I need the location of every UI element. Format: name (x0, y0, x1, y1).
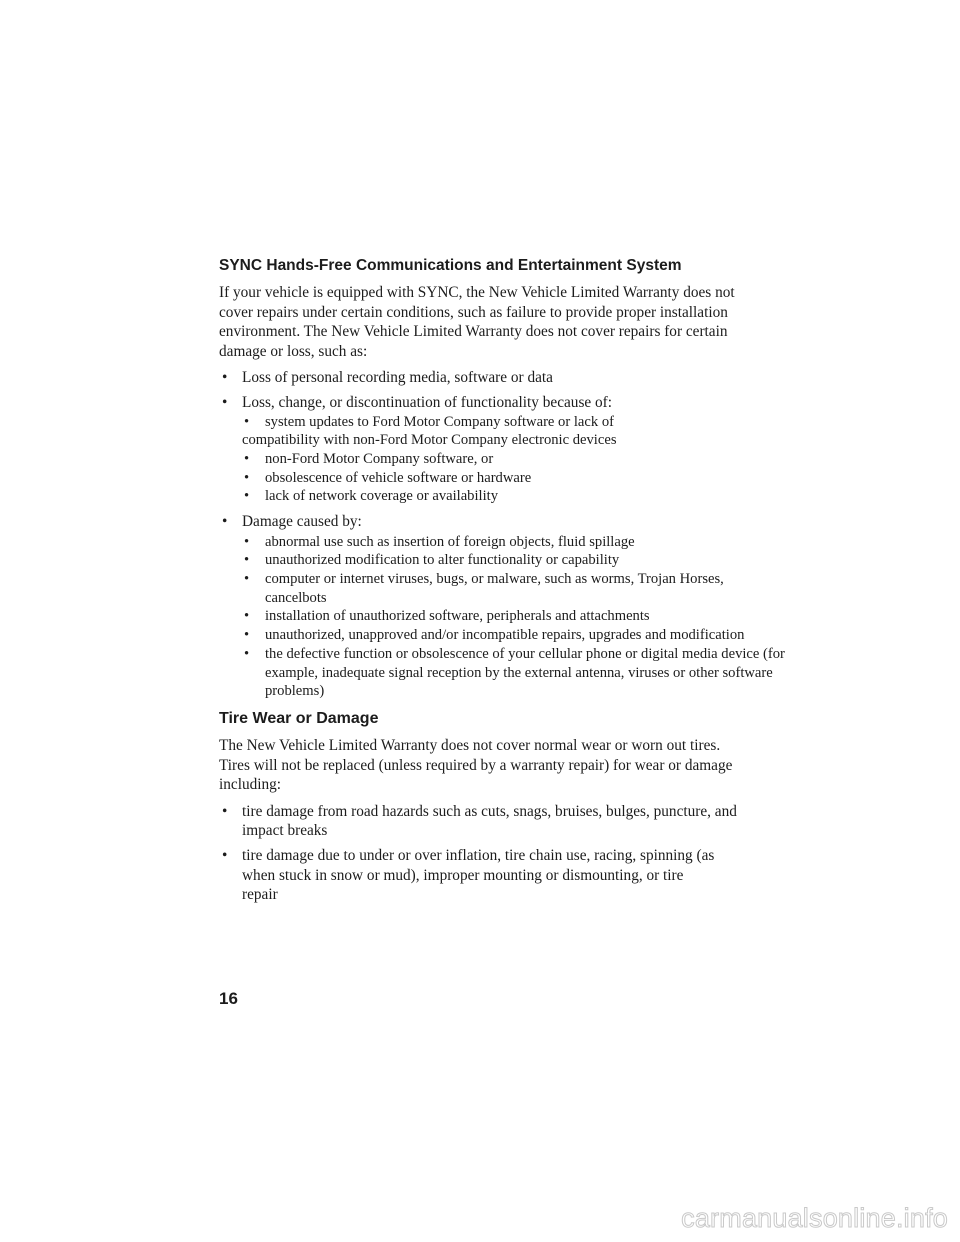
sub-list-item (219, 626, 775, 645)
bullet-icon: • (244, 533, 250, 550)
page-content (219, 255, 785, 910)
sub-list-item (219, 607, 759, 626)
sub-list-item-text: compatibility with non-Ford Motor Company electronic devices (242, 432, 617, 449)
sub-list-item (219, 469, 759, 488)
list-item (219, 802, 742, 841)
sub-list-item-text: lack of network coverage or availability (265, 488, 498, 505)
sub-list-item (219, 450, 759, 469)
tire-section-heading: Tire Wear or Damage (219, 710, 379, 727)
sub-list-item-text: system updates to Ford Motor Company software or lack of (265, 413, 614, 430)
bullet-icon: • (244, 413, 250, 430)
list-item-text: tire damage from road hazards such as cuts, snags, bruises, bulges, puncture, and impact breaks (242, 802, 737, 840)
tire-intro-paragraph: The New Vehicle Limited Warranty does not cover normal wear or worn out tires. Tires will not be replaced (unless required by a warranty repair) for wear or damage including: (219, 737, 733, 794)
bullet-icon: • (244, 627, 250, 644)
bullet-icon: • (222, 369, 228, 387)
bullet-icon: • (244, 469, 250, 486)
list-item (219, 512, 759, 532)
bullet-icon: • (222, 513, 228, 531)
functionality-sublist (219, 413, 759, 507)
bullet-icon: • (244, 608, 250, 625)
sub-list-item-text: unauthorized, unapproved and/or incompatible repairs, upgrades and modification (265, 627, 745, 644)
bullet-icon: • (244, 571, 250, 588)
sub-list-item (219, 570, 735, 607)
list-item-text: tire damage due to under or over inflation, tire chain use, racing, spinning (as when stuck in snow or mud), improper mounting or dismounting, or tire repair (242, 846, 715, 904)
sub-list-item-continuation (219, 431, 759, 450)
sub-list-item (219, 413, 759, 432)
watermark: carmanualsonline.info (681, 1203, 948, 1233)
sub-list-item-text: abnormal use such as insertion of foreign objects, fluid spillage (265, 533, 635, 550)
bullet-icon: • (244, 450, 250, 467)
sub-list-item-text: computer or internet viruses, bugs, or malware, such as worms, Trojan Horses, cancelbots (265, 571, 724, 606)
sub-list-item (219, 551, 759, 570)
list-item (219, 846, 722, 905)
bullet-icon: • (244, 552, 250, 569)
list-item (219, 393, 759, 413)
bullet-icon: • (222, 846, 228, 864)
bullet-icon: • (244, 645, 250, 662)
sub-list-item (219, 645, 785, 701)
bullet-icon: • (222, 802, 228, 820)
sync-section-heading: SYNC Hands-Free Communications and Entertainment System (219, 257, 682, 274)
page-number: 16 (219, 989, 238, 1008)
bullet-icon: • (222, 393, 228, 411)
sub-list-item (219, 533, 759, 552)
damage-sublist (219, 533, 785, 701)
bullet-icon: • (244, 488, 250, 505)
sub-list-item-text: non-Ford Motor Company software, or (265, 450, 494, 467)
sub-list-item-text: the defective function or obsolescence of your cellular phone or digital media device (for example, inadequate signal reception by the external antenna, viruses or other software problems) (265, 645, 785, 700)
list-item-text: Loss, change, or discontinuation of functionality because of: (242, 393, 613, 411)
sub-list-item-text: unauthorized modification to alter functionality or capability (265, 552, 620, 569)
list-item (219, 368, 759, 388)
sync-intro-paragraph: If your vehicle is equipped with SYNC, the New Vehicle Limited Warranty does not cover repairs under certain conditions, such as failure to provide proper installation environment. The New Vehicle Limited Warranty does not cover repairs for certain damage or loss, such as: (219, 284, 735, 360)
sub-list-item (219, 487, 759, 506)
list-item-text: Damage caused by: (242, 513, 362, 531)
sub-list-item-text: obsolescence of vehicle software or hardware (265, 469, 532, 486)
list-item-text: Loss of personal recording media, software or data (242, 369, 553, 387)
sub-list-item-text: installation of unauthorized software, peripherals and attachments (265, 608, 650, 625)
